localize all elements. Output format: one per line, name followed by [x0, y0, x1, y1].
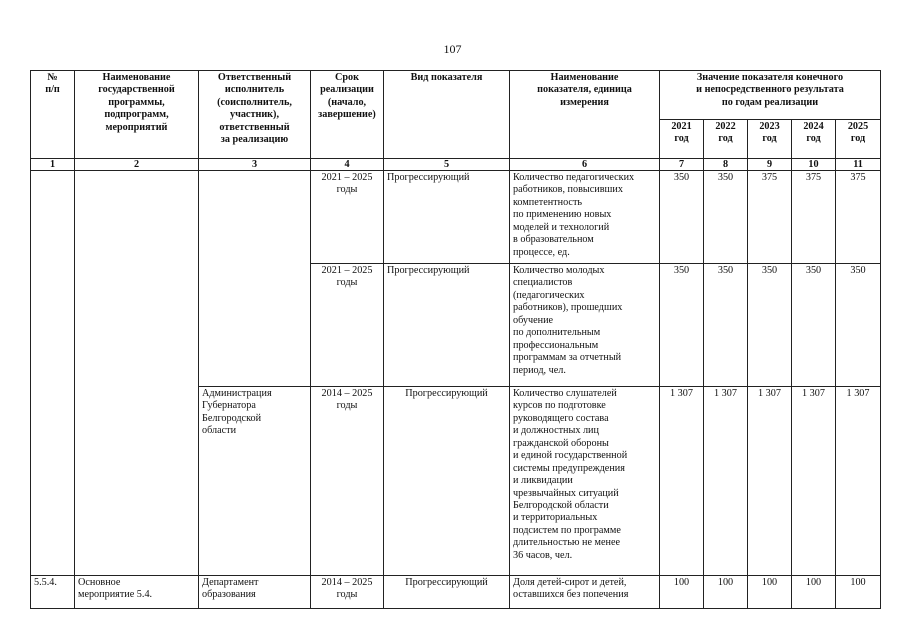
cell-value-2025: 100 [836, 576, 881, 609]
cell-value-2025: 375 [836, 171, 881, 264]
indicators-table [30, 70, 881, 609]
cell-responsible: Администрация Губернатора Белгородской области [199, 387, 311, 576]
cell-program: Основное мероприятие 5.4. [75, 576, 199, 609]
cell-value-2023: 350 [748, 264, 792, 387]
cell-value-2022: 350 [704, 171, 748, 264]
cell-indicator-type: Прогрессирующий [384, 264, 510, 387]
cell-value-2021: 1 307 [660, 387, 704, 576]
cell-value-2021: 350 [660, 264, 704, 387]
header-year-2022: 2022 год [704, 120, 748, 159]
header-responsible: Ответственный исполнитель (соисполнитель, участник), ответственный за реализацию [199, 71, 311, 159]
cell-period: 2021 – 2025 годы [311, 264, 384, 387]
header-period: Срок реализации (начало, завершение) [311, 71, 384, 159]
cell-value-2021: 350 [660, 171, 704, 264]
page-number: 107 [443, 42, 462, 56]
cell-value-2025: 350 [836, 264, 881, 387]
header-year-2021: 2021 год [660, 120, 704, 159]
column-number: 6 [510, 159, 660, 171]
table-row [31, 576, 881, 609]
cell-period: 2021 – 2025 годы [311, 171, 384, 264]
cell-value-2023: 100 [748, 576, 792, 609]
header-year-2024: 2024 год [792, 120, 836, 159]
cell-period: 2014 – 2025 годы [311, 387, 384, 576]
column-number: 1 [31, 159, 75, 171]
cell-value-2024: 100 [792, 576, 836, 609]
cell-value-2023: 375 [748, 171, 792, 264]
table-row [31, 171, 881, 264]
cell-responsible [199, 171, 311, 387]
cell-indicator-type: Прогрессирующий [384, 576, 510, 609]
cell-value-2024: 350 [792, 264, 836, 387]
cell-value-2022: 350 [704, 264, 748, 387]
column-number: 11 [836, 159, 881, 171]
column-number: 8 [704, 159, 748, 171]
cell-value-2024: 375 [792, 171, 836, 264]
cell-num [31, 171, 75, 576]
column-number: 3 [199, 159, 311, 171]
column-number: 5 [384, 159, 510, 171]
cell-indicator-name: Количество слушателей курсов по подготовке руководящего состава и должностных лиц гражданской обороны и единой государственной системы предупреждения и ликвидации чрезвычайных ситуаций Белгородской области и территориальных подсистем по программе длительностью не менее 36 часов, чел. [510, 387, 660, 576]
cell-value-2025: 1 307 [836, 387, 881, 576]
cell-num: 5.5.4. [31, 576, 75, 609]
cell-indicator-type: Прогрессирующий [384, 387, 510, 576]
column-number: 2 [75, 159, 199, 171]
header-row [31, 71, 881, 120]
cell-indicator-name: Доля детей-сирот и детей, оставшихся без попечения [510, 576, 660, 609]
cell-value-2022: 100 [704, 576, 748, 609]
cell-value-2023: 1 307 [748, 387, 792, 576]
header-year-2025: 2025 год [836, 120, 881, 159]
cell-period: 2014 – 2025 годы [311, 576, 384, 609]
column-number: 4 [311, 159, 384, 171]
cell-indicator-type: Прогрессирующий [384, 171, 510, 264]
column-number: 9 [748, 159, 792, 171]
cell-value-2024: 1 307 [792, 387, 836, 576]
cell-responsible: Департамент образования [199, 576, 311, 609]
cell-value-2021: 100 [660, 576, 704, 609]
cell-indicator-name: Количество молодых специалистов (педагогических работников), прошедших обучение по дополнительным профессиональным программам за отчетный период, чел. [510, 264, 660, 387]
header-num: № п/п [31, 71, 75, 159]
cell-indicator-name: Количество педагогических работников, повысивших компетентность по применению новых моделей и технологий в образовательном процессе, ед. [510, 171, 660, 264]
header-values-group: Значение показателя конечного и непосредственного результата по годам реализации [660, 71, 881, 120]
column-number: 10 [792, 159, 836, 171]
cell-value-2022: 1 307 [704, 387, 748, 576]
header-indicator-type: Вид показателя [384, 71, 510, 159]
column-number: 7 [660, 159, 704, 171]
header-year-2023: 2023 год [748, 120, 792, 159]
column-number-row [31, 159, 881, 171]
header-indicator-name: Наименование показателя, единица измерения [510, 71, 660, 159]
header-program: Наименование государственной программы, подпрограмм, мероприятий [75, 71, 199, 159]
cell-program [75, 171, 199, 576]
